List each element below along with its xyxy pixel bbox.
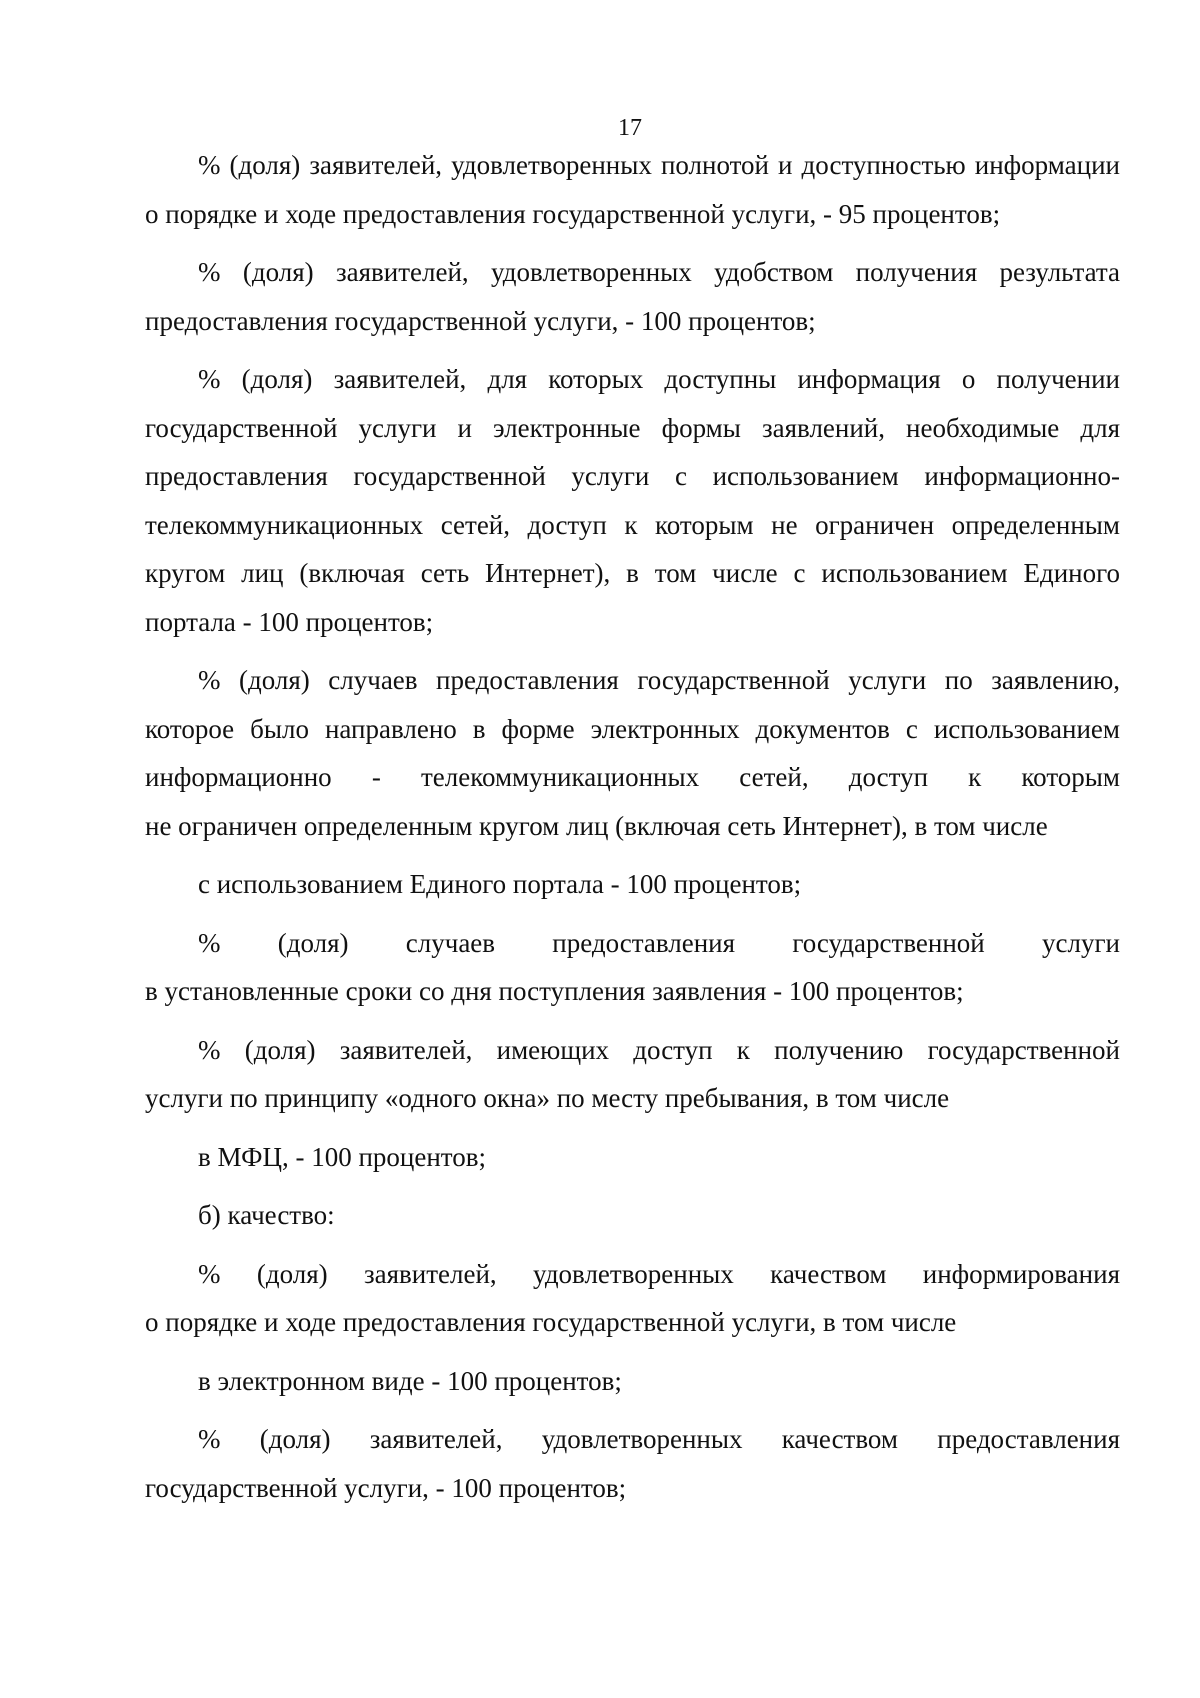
paragraph-5 bbox=[145, 860, 1120, 909]
paragraph-12-line-1: % (доля) заявителей, удовлетворенных качеством предоставления bbox=[198, 1424, 1120, 1454]
paragraph-8-line-1: в МФЦ, - 100 процентов; bbox=[198, 1141, 486, 1172]
paragraph-1: % (доля) заявителей, удовлетворенных полнотой и доступностью информации о порядке и ходе предоставления государственной услуги, - 95 процентов; bbox=[145, 150, 1120, 229]
paragraph-4-line-3: информационно - телекоммуникационных сетей, доступ к которым bbox=[145, 762, 1120, 792]
paragraph-4-line-2: которое было направлено в форме электронных документов с использованием bbox=[145, 713, 1120, 744]
paragraph-4-line-1: % (доля) случаев предоставления государственной услуги по заявлению, bbox=[198, 665, 1120, 695]
paragraph-7-line-2: услуги по принципу «одного окна» по месту пребывания, в том числе bbox=[145, 1083, 950, 1113]
paragraph-6-line-2: в установленные сроки со дня поступления заявления - 100 процентов; bbox=[145, 976, 964, 1006]
paragraph-6-line-1: % (доля) случаев предоставления государственной услуги bbox=[198, 927, 1120, 958]
paragraph-8 bbox=[145, 1133, 1120, 1182]
paragraph-12 bbox=[145, 1415, 1120, 1512]
paragraph-5-line-1: с использованием Единого портала - 100 процентов; bbox=[198, 869, 802, 899]
paragraph-9 bbox=[145, 1191, 1120, 1240]
document-body bbox=[145, 141, 1120, 1522]
paragraph-7-line-1: % (доля) заявителей, имеющих доступ к получению государственной bbox=[198, 1034, 1120, 1065]
paragraph-3: % (доля) заявителей, для которых доступны информация о получении государственной услуги и электронные формы заявлений, необходимые для предоставления государственной услуги с использованием информационно-телекоммуникационных сетей, доступ к которым не ограничен определенным кругом лиц (включая сеть Интернет), в том числе с использованием Единого портала - 100 процентов; bbox=[145, 364, 1120, 637]
paragraph-10-line-2: о порядке и ходе предоставления государственной услуги, в том числе bbox=[145, 1307, 957, 1337]
paragraph-2: % (доля) заявителей, удовлетворенных удобством получения результата предоставления государственной услуги, - 100 процентов; bbox=[145, 257, 1120, 336]
paragraph-7 bbox=[145, 1026, 1120, 1123]
paragraph-11 bbox=[145, 1357, 1120, 1406]
paragraph-9-line-1: б) качество: bbox=[198, 1200, 335, 1230]
paragraph-6 bbox=[145, 919, 1120, 1016]
paragraph-11-line-1: в электронном виде - 100 процентов; bbox=[198, 1365, 622, 1396]
paragraph-4-line-4: не ограничен определенным кругом лиц (включая сеть Интернет), в том числе bbox=[145, 810, 1048, 841]
page-number: 17 bbox=[618, 115, 642, 141]
paragraph-12-line-2: государственной услуги, - 100 процентов; bbox=[145, 1472, 627, 1503]
paragraph-10 bbox=[145, 1250, 1120, 1347]
paragraph-10-line-1: % (доля) заявителей, удовлетворенных качеством информирования bbox=[198, 1258, 1120, 1289]
paragraph-4 bbox=[145, 656, 1120, 850]
